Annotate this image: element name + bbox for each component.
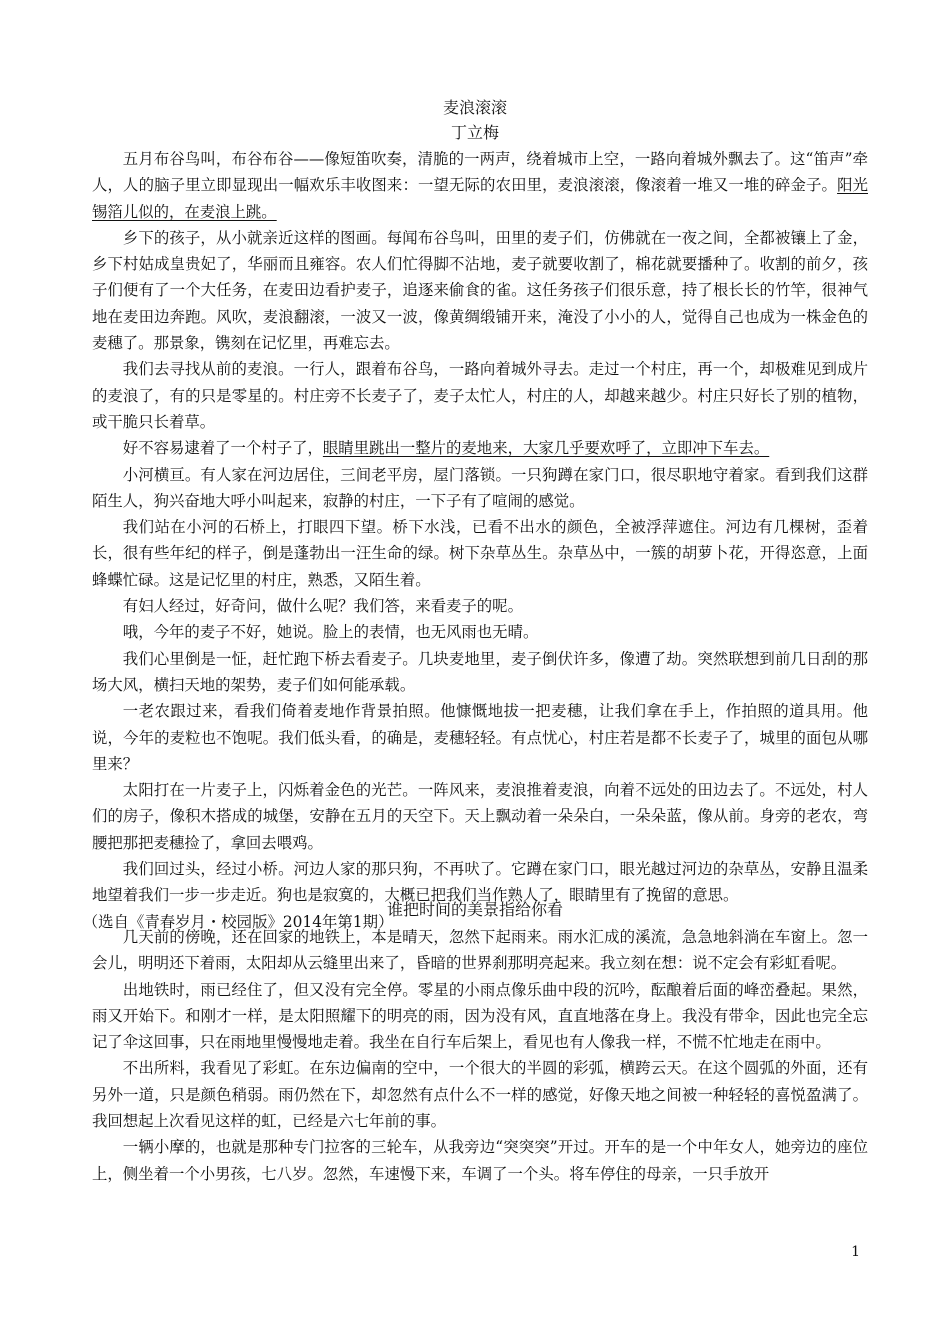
- paragraph-text: 好不容易逮着了一个村子了，: [122, 439, 323, 458]
- paragraph: [92, 356, 868, 435]
- paragraph-text: 一辆小摩的，也就是那种专门拉客的三轮车，从我旁边“突突突”开过。开车的是一个中年女人，她旁边的座位上，侧坐着一个小男孩，七八岁。忽然，车速慢下来，车调了一个头。将车停住的母亲，一只手放开: [92, 1138, 868, 1183]
- paragraph-text: 不出所料，我看见了彩虹。在东边偏南的空中，一个很大的半圆的彩弧，横跨云天。在这个圆弧的外面，还有另外一道，只是颜色稍弱。雨仍然在下，却忽然有点什么不一样的感觉，好像天地之间被一种轻轻的喜悦盈满了。我回想起上次看见这样的虹，已经是六七年前的事。: [92, 1059, 868, 1131]
- paragraph: [92, 462, 868, 515]
- paragraph-text: 小河横亘。有人家在河边居住，三间老平房，屋门落锁。一只狗蹲在家门口，很尽职地守着家。看到我们这群陌生人，狗兴奋地大呼小叫起来，寂静的村庄，一下子有了喧闹的感觉。: [92, 465, 868, 510]
- article1-author: 丁立梅: [450, 123, 499, 142]
- article1-body: [82, 146, 868, 935]
- paragraph-text: 我们去寻找从前的麦浪。一行人，跟着布谷鸟，一路向着城外寻去。走过一个村庄，再一个，却极难见到成片的麦浪了，有的只是零星的。村庄旁不长麦子了，麦子太忙人，村庄的人，却越来越少。村庄只好长了别的植物，或干脆只长着草。: [92, 360, 868, 431]
- paragraph: [92, 1055, 868, 1134]
- underlined-sentence: 阳光锡箔儿似的，在麦浪上跳。: [92, 176, 868, 221]
- paragraph-text: 太阳打在一片麦子上，闪烁着金色的光芒。一阵风来，麦浪推着麦浪，向着不远处的田边去了。不远处，村人们的房子，像积木搭成的城堡，安静在五月的天空下。天上飘动着一朵朵白，一朵朵蓝，像从前。身旁的老农，弯腰把那把麦穗捡了，拿回去喂鸡。: [92, 781, 868, 852]
- page-number: 1: [851, 1244, 860, 1260]
- paragraph: [92, 977, 868, 1056]
- paragraph: [92, 225, 868, 356]
- paragraph: [92, 924, 868, 977]
- paragraph-text: 我们心里倒是一怔，赶忙跑下桥去看麦子。几块麦地里，麦子倒伏许多，像遭了劫。突然联想到前几日刮的那场大风，横扫天地的架势，麦子们如何能承载。: [92, 649, 868, 694]
- paragraph-text: 我们站在小河的石桥上，打眼四下望。桥下水浅，已看不出水的颜色，全被浮萍遮住。河边有几棵树，歪着长，很有些年纪的样子，倒是蓬勃出一汪生命的绿。树下杂草丛生。杂草丛中，一簇的胡萝卜花，开得恣意，上面蜂蝶忙碌。这是记忆里的村庄，熟悉，又陌生着。: [92, 518, 868, 589]
- paragraph-text: 哦，今年的麦子不好，她说。脸上的表情，也无风雨也无晴。: [122, 623, 539, 642]
- paragraph: [92, 1134, 868, 1187]
- paragraph-text: 几天前的傍晚，还在回家的地铁上，本是晴天，忽然下起雨来。雨水汇成的溪流，急急地斜淌在车窗上。忽一会儿，明明还下着雨，太阳却从云缝里出来了，昏暗的世界刹那明亮起来。我立刻在想：说不定会有彩虹看呢。: [92, 928, 868, 973]
- paragraph: [92, 777, 868, 856]
- paragraph: [92, 593, 868, 619]
- article2-body: [92, 924, 868, 1187]
- article2-title: 谁把时间的美景指给你看: [386, 900, 563, 919]
- paragraph-text: 出地铁时，雨已经住了，但又没有完全停。零星的小雨点像乐曲中段的沉吟，酝酿着后面的峰峦叠起。果然，雨又开始下。和刚才一样，是太阳照耀下的明亮的雨，因为没有风，直直地落在身上。我没有带伞，因此也完全忘记了伞这回事，只在雨地里慢慢地走着。我坐在自行车后架上，看见也有人像我一样，不慌不忙地走在雨中。: [92, 980, 868, 1052]
- underlined-sentence: 眼睛里跳出一整片的麦地来，大家几乎要欢呼了，立即冲下车去。: [322, 439, 770, 458]
- paragraph-text: 有妇人经过，好奇问，做什么呢？我们答，来看麦子的呢。: [122, 597, 523, 616]
- source-citation: （选自《青春岁月・校园版》2014年第1期）: [82, 912, 394, 931]
- paragraph: [92, 646, 868, 699]
- paragraph: [92, 698, 868, 777]
- article1-title: 麦浪滚滚: [442, 98, 507, 117]
- paragraph-text: 一老农跟过来，看我们倚着麦地作背景拍照。他慷慨地拔一把麦穗，让我们拿在手上，作拍照的道具用。他说，今年的麦粒也不饱呢。我们低头看，的确是，麦穗轻轻。有点忧心，村庄若是都不长麦子了，城里的面包从哪里来？: [92, 702, 868, 773]
- paragraph-text: 我们回过头，经过小桥。河边人家的那只狗，不再吠了。它蹲在家门口，眼光越过河边的杂草丛，安静且温柔地望着我们一步一步走近。狗也是寂寞的，大概已把我们当作熟人了，眼睛里有了挽留的意思。: [92, 860, 868, 905]
- paragraph: [92, 435, 868, 461]
- paragraph: [92, 514, 868, 593]
- paragraph-text: 五月布谷鸟叫，布谷布谷——像短笛吹奏，清脆的一两声，绕着城市上空，一路向着城外飘去了。这“笛声”牵人，人的脑子里立即显现出一幅欢乐丰收图来：一望无际的农田里，麦浪滚滚，像滚着一堆又一堆的碎金子。: [92, 150, 868, 195]
- paragraph: [92, 619, 868, 645]
- paragraph-text: 乡下的孩子，从小就亲近这样的图画。每闻布谷鸟叫，田里的麦子们，仿佛就在一夜之间，全都被镶上了金，乡下村姑成皇贵妃了，华丽而且雍容。农人们忙得脚不沾地，麦子就要收割了，棉花就要播种了。收割的前夕，孩子们便有了一个大任务，在麦田边看护麦子，追逐来偷食的雀。这任务孩子们很乐意，持了根长长的竹竿，很神气地在麦田边奔跑。风吹，麦浪翻滚，一波又一波，像黄绸缎铺开来，淹没了小小的人，觉得自己也成为一株金色的麦穗了。那景象，镌刻在记忆里，再难忘去。: [92, 228, 868, 353]
- paragraph: [92, 146, 868, 225]
